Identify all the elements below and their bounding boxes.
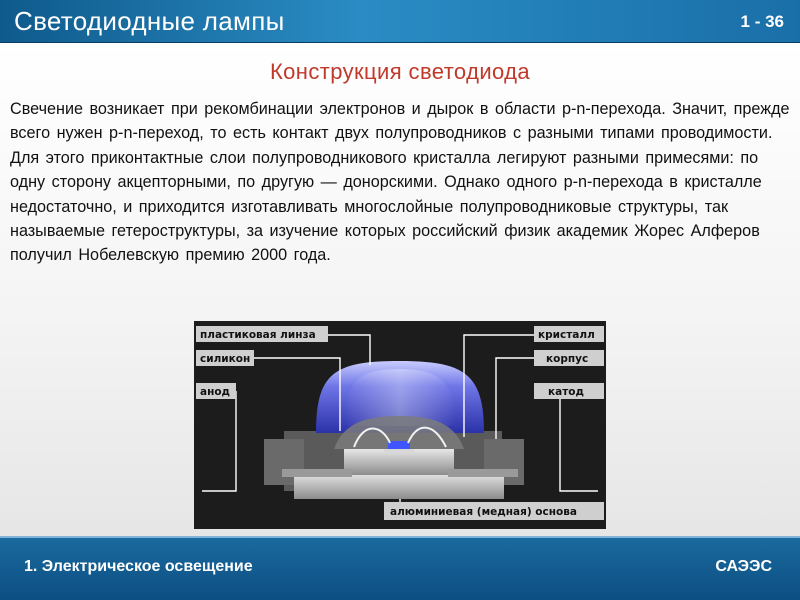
slide-header (0, 0, 800, 43)
slide-content (0, 43, 800, 536)
label-lens: пластиковая линза (200, 329, 316, 341)
body-paragraph: Свечение возникает при рекомбинации электронов и дырок в области p-n-перехода. Значит, прежде всего нужен p-n-переход, то есть контакт двух полупроводников с разными типами проводимости. Для этого приконтактные слои полупроводникового кристалла легируют разными примесями: по одну сторону акцепторными, по другую — донорскими. Однако одного p-n-перехода в кристалле недостаточно, и приходится изготавливать многослойные полупроводниковые структуры, так называемые гетероструктуры, за изучение которых российский физик академик Жорес Алферов получил Нобелевскую премию 2000 года. (10, 100, 790, 265)
slide-title: Светодиодные лампы (14, 6, 285, 36)
cathode-lead (448, 469, 518, 477)
label-cathode: катод (548, 386, 584, 398)
label-base: алюминиевая (медная) основа (390, 506, 577, 518)
anode-lead (282, 469, 352, 477)
crystal-substrate (384, 449, 414, 454)
footer-divider (0, 536, 800, 538)
led-construction-diagram (194, 321, 606, 529)
slide-footer (0, 536, 800, 600)
label-body: корпус (546, 353, 589, 365)
content-subtitle: Конструкция светодиода (269, 59, 531, 84)
label-crystal: кристалл (538, 329, 595, 341)
footer-section-title: 1. Электрическое освещение (24, 558, 253, 575)
footer-organization: САЭЭС (715, 558, 772, 575)
label-silicone: силикон (200, 353, 251, 365)
label-anode: анод (200, 386, 231, 398)
slide-number: 1 - 36 (740, 12, 784, 31)
